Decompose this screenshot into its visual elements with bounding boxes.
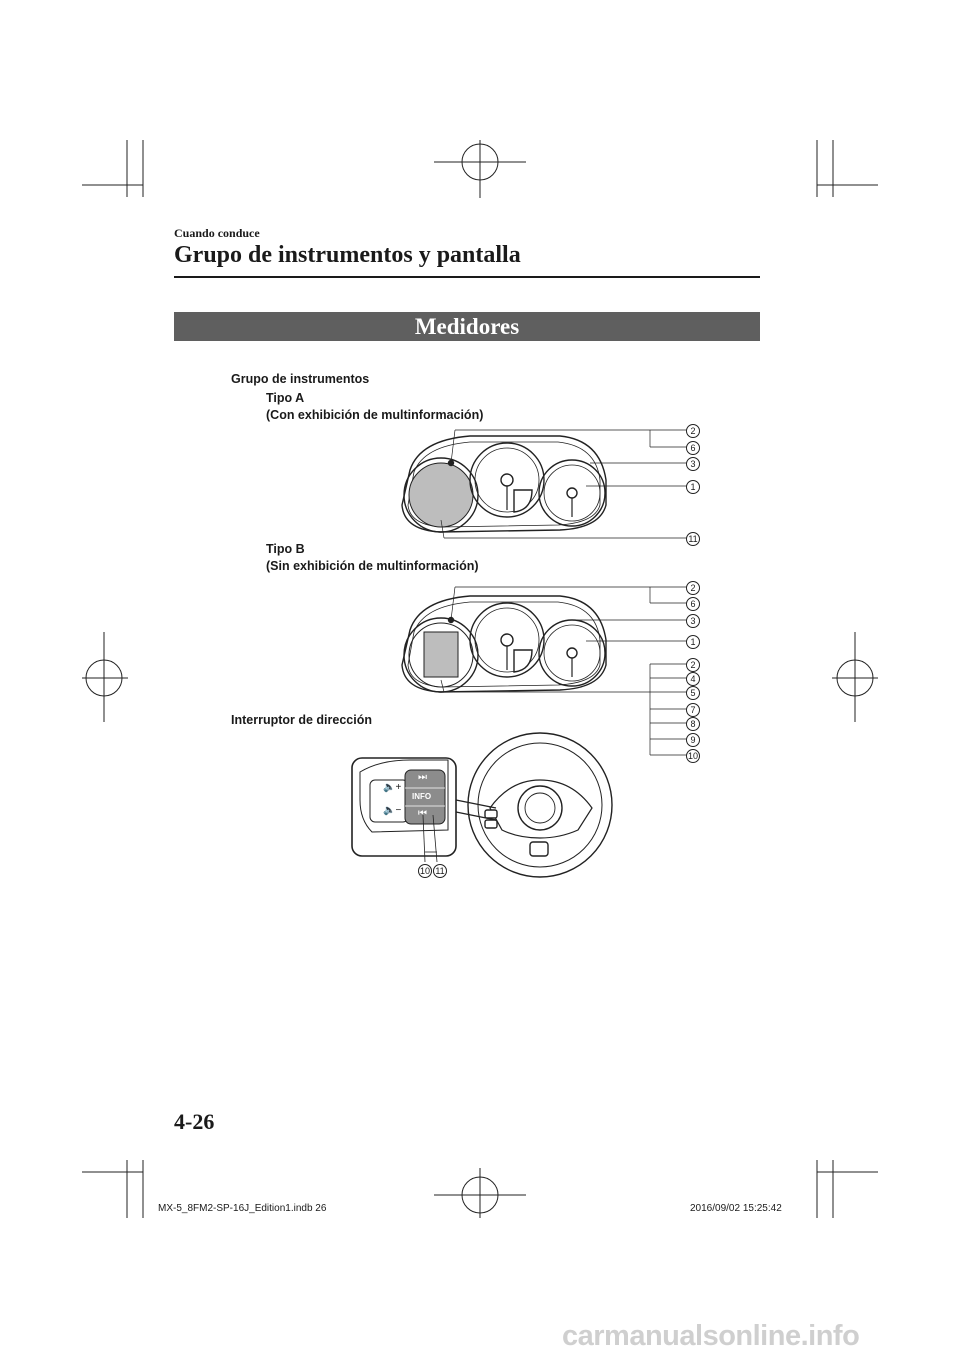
cluster-heading: Grupo de instrumentos (231, 372, 370, 386)
callout-b-10: 10 (687, 751, 698, 761)
info-switch-label: INFO (412, 792, 432, 801)
section-label: Cuando conduce (174, 226, 260, 240)
callout-a-2: 2 (686, 424, 700, 438)
callout-b-2: 2 (686, 581, 700, 595)
type-a-label: Tipo A (266, 391, 305, 405)
volume-up-icon: 🔈+ (383, 782, 402, 793)
callout-a-1: 1 (686, 480, 700, 494)
callout-a-6: 6 (686, 441, 700, 455)
section-banner: Medidores (174, 312, 760, 341)
callout-b-8: 8 (686, 717, 700, 731)
chapter-title: Grupo de instrumentos y pantalla (174, 242, 521, 268)
footer-file: MX-5_8FM2-SP-16J_Edition1.indb 26 (158, 1203, 327, 1214)
callout-b-3: 3 (686, 614, 700, 628)
type-a-note: (Con exhibición de multinformación) (266, 408, 484, 422)
callout-a-11: 11 (686, 532, 700, 546)
page-number: 4-26 (174, 1109, 215, 1134)
callout-a-3: 3 (686, 457, 700, 471)
prev-track-icon: ⏮ (418, 808, 427, 819)
callout-b-9: 9 (686, 733, 700, 747)
callout-b-5: 5 (686, 686, 700, 700)
volume-down-icon: 🔈− (383, 805, 402, 816)
type-b-note: (Sin exhibición de multinformación) (266, 559, 479, 573)
callout-b-7: 7 (686, 703, 700, 717)
callout-b-4: 4 (686, 672, 700, 686)
next-track-icon: ⏭ (418, 772, 427, 783)
type-b-label: Tipo B (266, 542, 305, 556)
footer-timestamp: 2016/09/02 15:25:42 (690, 1203, 782, 1214)
steering-heading: Interruptor de dirección (231, 713, 372, 727)
callout-s-11: 11 (433, 864, 447, 878)
callout-b-1: 1 (686, 635, 700, 649)
watermark: carmanualsonline.info (562, 1320, 860, 1352)
callout-b-6: 6 (686, 597, 700, 611)
callout-s-10: 10 (419, 866, 430, 876)
callout-b-2b: 2 (686, 658, 700, 672)
